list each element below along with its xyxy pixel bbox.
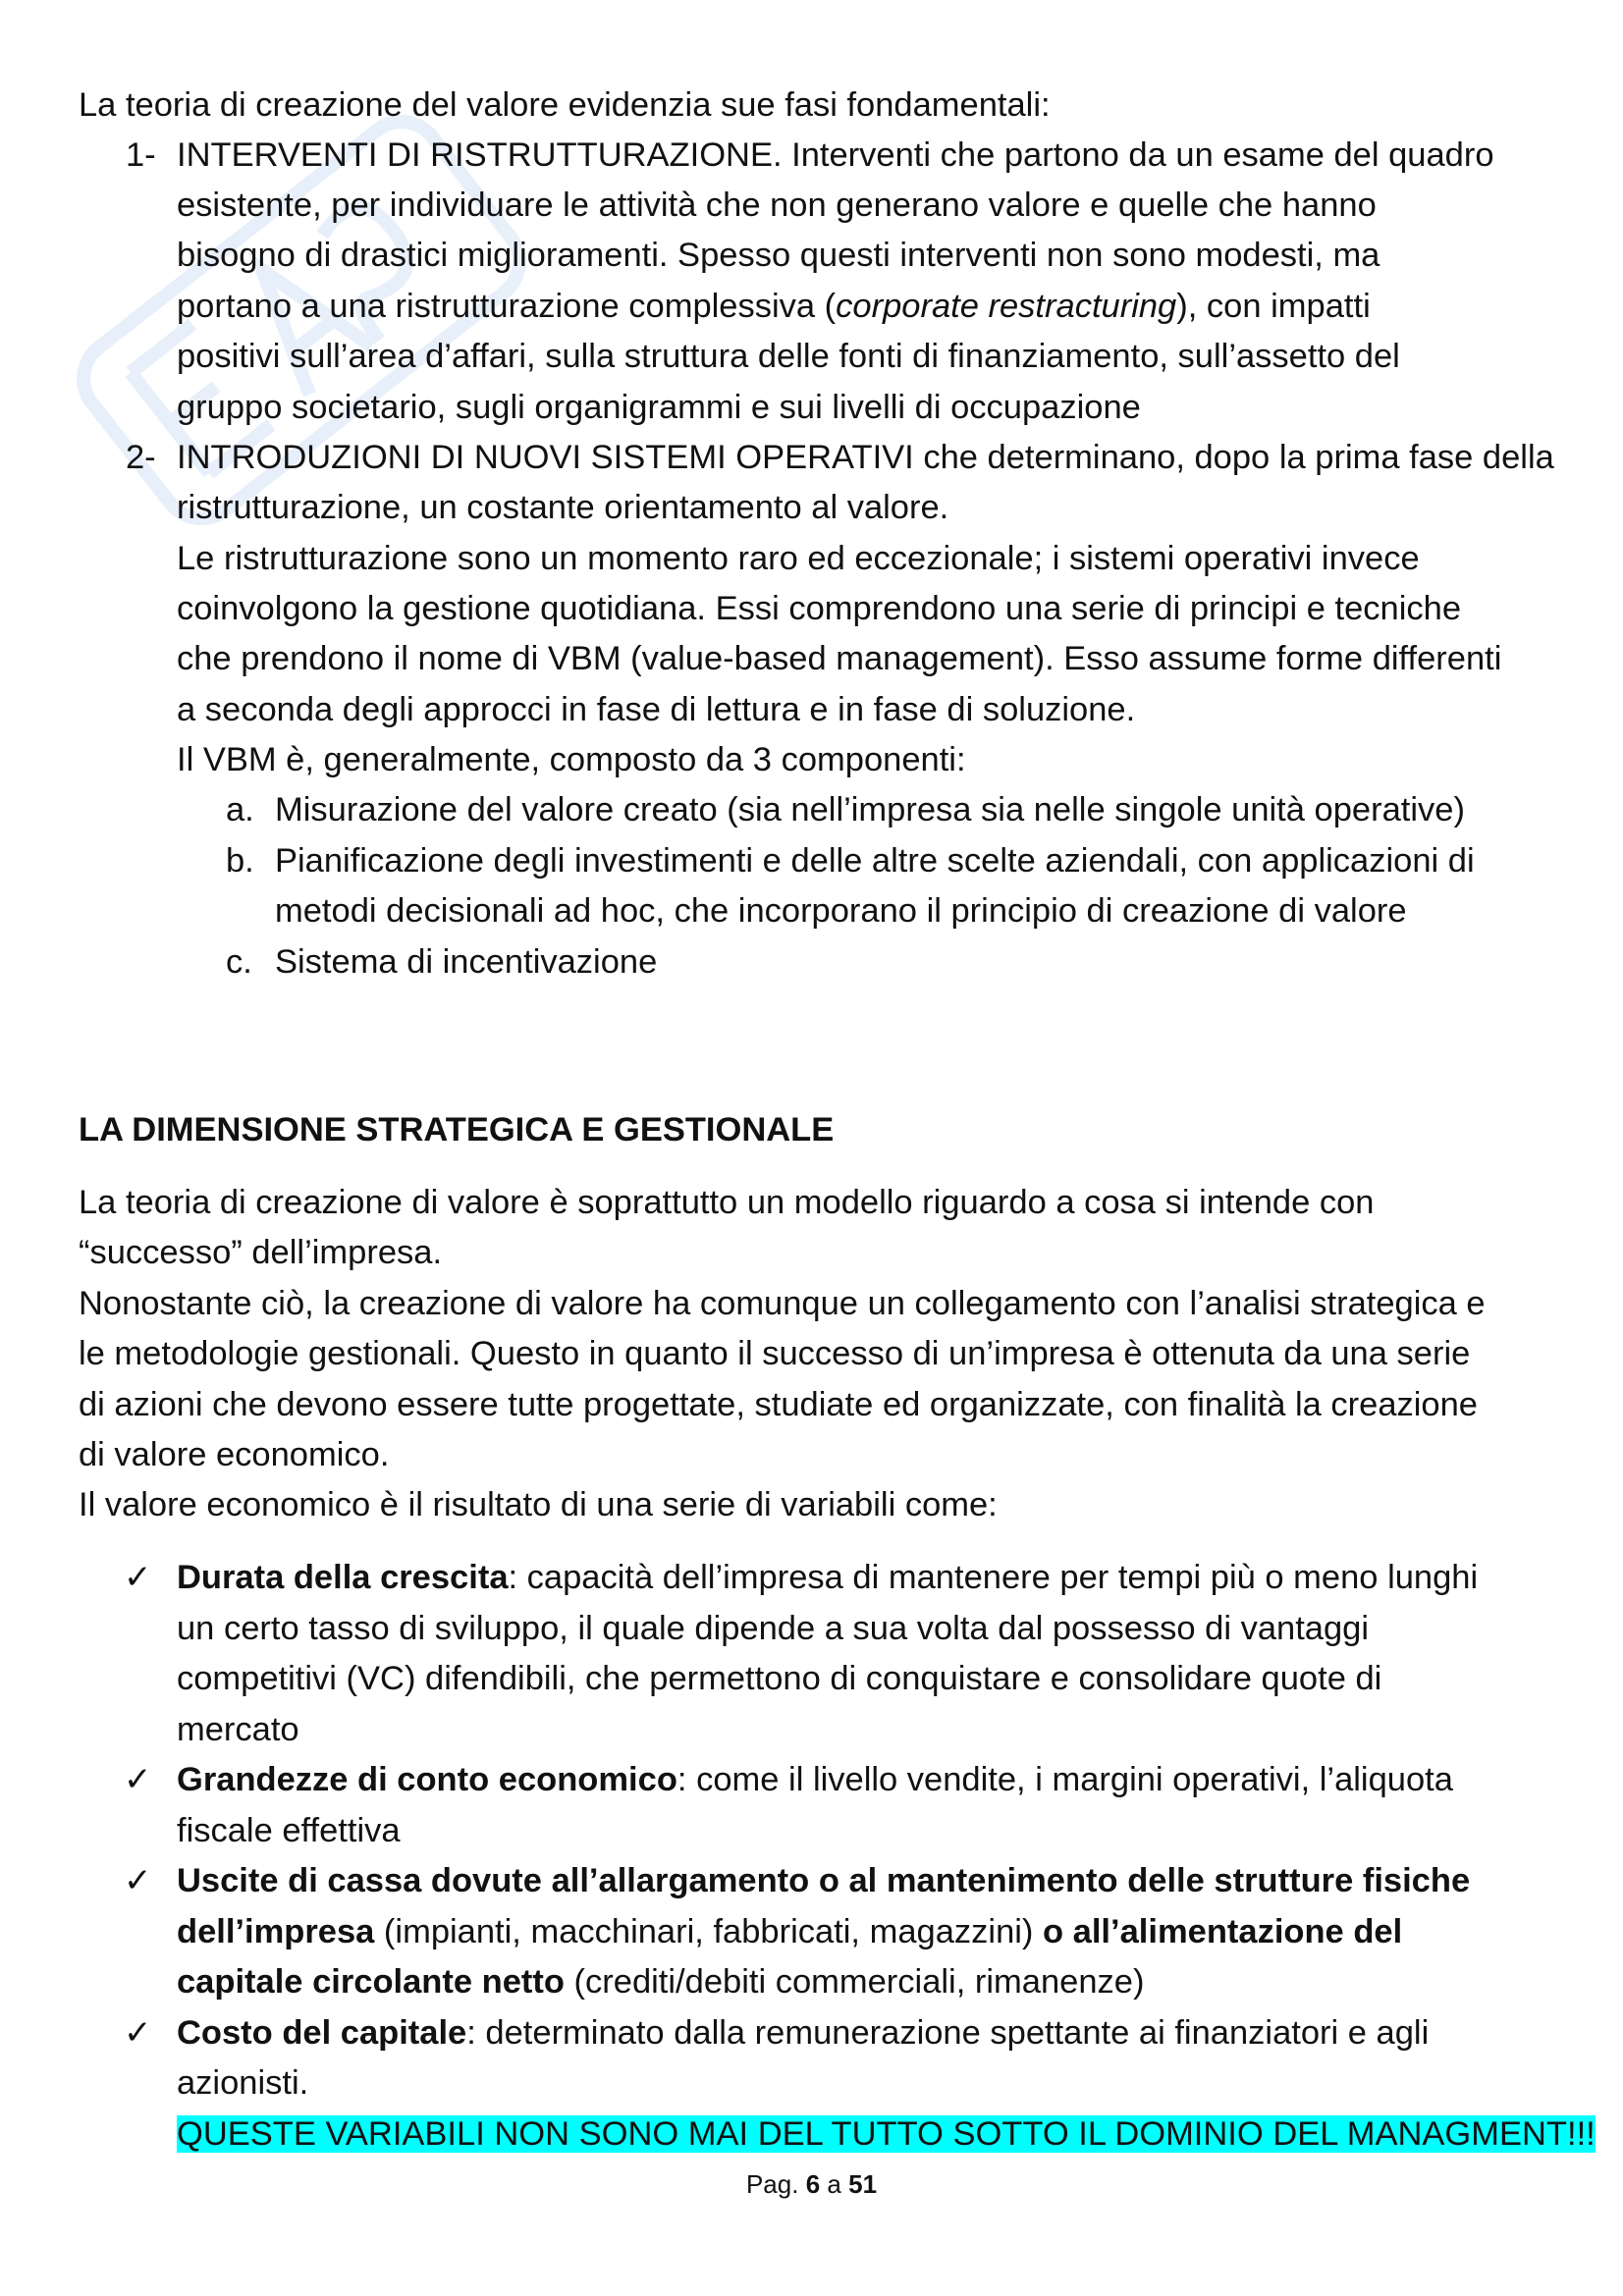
vbm-item-text: Sistema di incentivazione — [275, 943, 658, 981]
italic-term: corporate restracturing — [836, 288, 1177, 325]
phase-2-number: 2- — [126, 439, 156, 476]
section-paragraph-line: “successo” dell’impresa. — [79, 1234, 443, 1271]
variable-line: mercato — [177, 1711, 299, 1748]
phase-2-line: che prendono il nome di VBM (value-based management). Esso assume forme differenti — [177, 640, 1502, 677]
checkmark-icon: ✓ — [124, 1559, 152, 1596]
phase-1-number: 1- — [126, 136, 156, 174]
phase-1-line: portano a una ristrutturazione complessiva (corporate restracturing), con impatti — [177, 288, 1371, 325]
variable-line: azionisti. — [177, 2064, 309, 2102]
phase-2-line: coinvolgono la gestione quotidiana. Essi comprendono una serie di principi e tecniche — [177, 590, 1462, 627]
checkmark-icon: ✓ — [124, 1761, 152, 1798]
section-paragraph-line: Nonostante ciò, la creazione di valore ha comunque un collegamento con l’analisi strategica e — [79, 1285, 1486, 1322]
phase-2-line: ristrutturazione, un costante orientamento al valore. — [177, 489, 949, 526]
vbm-item-letter: b. — [226, 842, 254, 880]
variable-line: dell’impresa (impianti, macchinari, fabbricati, magazzini) o all’alimentazione del — [177, 1913, 1403, 1950]
phase-1-line: INTERVENTI DI RISTRUTTURAZIONE. Interventi che partono da un esame del quadro — [177, 136, 1494, 174]
variable-line: Grandezze di conto economico: come il livello vendite, i margini operativi, l’aliquota — [177, 1761, 1453, 1798]
phase-2-line: a seconda degli approcci in fase di lettura e in fase di soluzione. — [177, 691, 1136, 728]
section-paragraph-line: Il valore economico è il risultato di una serie di variabili come: — [79, 1486, 998, 1523]
variable-line: Uscite di cassa dovute all’allargamento o al mantenimento delle strutture fisiche — [177, 1862, 1471, 1899]
variable-line: Costo del capitale: determinato dalla remunerazione spettante ai finanziatori e agli — [177, 2014, 1430, 2052]
section-title: LA DIMENSIONE STRATEGICA E GESTIONALE — [79, 1111, 835, 1148]
vbm-item-letter: c. — [226, 943, 252, 981]
vbm-item-text: Pianificazione degli investimenti e delle altre scelte aziendali, con applicazioni di — [275, 842, 1475, 880]
variable-line: un certo tasso di sviluppo, il quale dipende a sua volta dal possesso di vantaggi — [177, 1610, 1370, 1647]
phase-2-line: Le ristrutturazione sono un momento raro ed eccezionale; i sistemi operativi invece — [177, 540, 1420, 577]
variable-line: capitale circolante netto (crediti/debiti commerciali, rimanenze) — [177, 1963, 1145, 2001]
vbm-item-text: Misurazione del valore creato (sia nell’impresa sia nelle singole unità operative) — [275, 791, 1465, 828]
checkmark-icon: ✓ — [124, 1862, 152, 1899]
phase-1-line: bisogno di drastici miglioramenti. Spesso questi interventi non sono modesti, ma — [177, 237, 1380, 274]
highlight-note: QUESTE VARIABILI NON SONO MAI DEL TUTTO SOTTO IL DOMINIO DEL MANAGMENT!!! — [177, 2115, 1596, 2153]
phase-1-line: esistente, per individuare le attività che non generano valore e quelle che hanno — [177, 187, 1377, 224]
variable-line: fiscale effettiva — [177, 1812, 401, 1849]
checkmark-icon: ✓ — [124, 2014, 152, 2052]
section-paragraph-line: le metodologie gestionali. Questo in quanto il successo di un’impresa è ottenuta da una serie — [79, 1335, 1471, 1372]
variable-line: competitivi (VC) difendibili, che permettono di conquistare e consolidare quote di — [177, 1660, 1382, 1697]
intro-text: La teoria di creazione del valore evidenzia sue fasi fondamentali: — [79, 86, 1051, 124]
vbm-item-letter: a. — [226, 791, 254, 828]
page-footer: Pag. 6 a 51 — [745, 2169, 878, 2199]
section-paragraph-line: di valore economico. — [79, 1436, 390, 1473]
section-paragraph-line: La teoria di creazione di valore è soprattutto un modello riguardo a cosa si intende con — [79, 1184, 1375, 1221]
phase-2-line: Il VBM è, generalmente, composto da 3 componenti: — [177, 741, 966, 778]
section-paragraph-line: di azioni che devono essere tutte progettate, studiate ed organizzate, con finalità la creazione — [79, 1386, 1478, 1423]
phase-1-line: positivi sull’area d’affari, sulla struttura delle fonti di finanziamento, sull’assetto del — [177, 338, 1400, 375]
phase-1-line: gruppo societario, sugli organigrammi e sui livelli di occupazione — [177, 389, 1141, 426]
vbm-item-text: metodi decisionali ad hoc, che incorporano il principio di creazione di valore — [275, 892, 1407, 930]
variable-line: Durata della crescita: capacità dell’impresa di mantenere per tempi più o meno lunghi — [177, 1559, 1479, 1596]
phase-2-line: INTRODUZIONI DI NUOVI SISTEMI OPERATIVI che determinano, dopo la prima fase della — [177, 439, 1554, 476]
